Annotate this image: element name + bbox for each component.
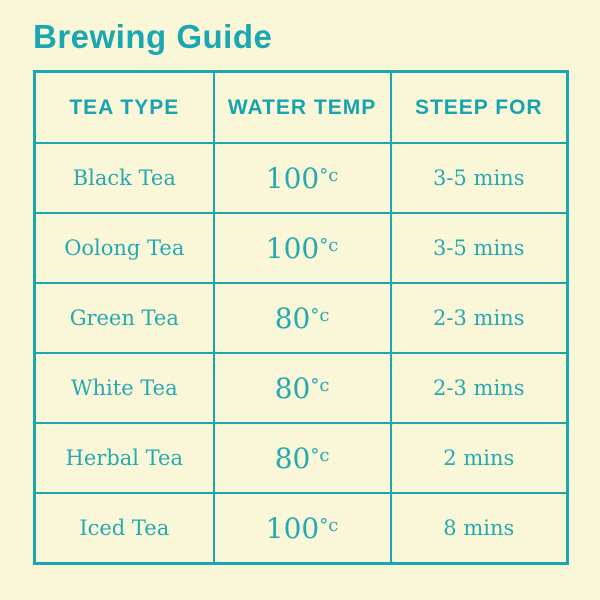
brewing-guide-table	[33, 70, 569, 565]
temp-unit: °c	[310, 374, 330, 396]
water-temp-cell	[214, 493, 391, 564]
water-temp-cell	[214, 283, 391, 353]
header-steep-for: STEEP FOR	[391, 72, 568, 144]
temp-unit: °c	[319, 514, 339, 536]
temp-value: 80	[274, 301, 311, 335]
tea-name-cell: Oolong Tea	[35, 213, 214, 283]
tea-name-cell: Black Tea	[35, 143, 214, 213]
tea-name-cell: Iced Tea	[35, 493, 214, 564]
water-temp-cell	[214, 143, 391, 213]
header-row	[35, 72, 568, 144]
tea-name-cell: White Tea	[35, 353, 214, 423]
temp-value: 100	[265, 161, 320, 195]
temp-value: 100	[265, 511, 320, 545]
table-row	[35, 353, 568, 423]
water-temp-cell	[214, 213, 391, 283]
steep-time-cell: 2-3 mins	[391, 283, 568, 353]
table-row	[35, 213, 568, 283]
temp-unit: °c	[310, 304, 330, 326]
steep-time-cell: 3-5 mins	[391, 143, 568, 213]
water-temp-cell	[214, 423, 391, 493]
temp-value: 80	[274, 441, 311, 475]
temp-value: 100	[265, 231, 320, 265]
tea-name-cell: Green Tea	[35, 283, 214, 353]
steep-time-cell: 2 mins	[391, 423, 568, 493]
table-row	[35, 493, 568, 564]
temp-unit: °c	[319, 164, 339, 186]
table-row	[35, 423, 568, 493]
table-row	[35, 143, 568, 213]
steep-time-cell: 2-3 mins	[391, 353, 568, 423]
header-water-temp: WATER TEMP	[214, 72, 391, 144]
steep-time-cell: 3-5 mins	[391, 213, 568, 283]
temp-unit: °c	[319, 234, 339, 256]
tea-name-cell: Herbal Tea	[35, 423, 214, 493]
temp-value: 80	[274, 371, 311, 405]
page-title: Brewing Guide	[33, 18, 273, 55]
temp-unit: °c	[310, 444, 330, 466]
header-tea-type: TEA TYPE	[35, 72, 214, 144]
water-temp-cell	[214, 353, 391, 423]
table-row	[35, 283, 568, 353]
steep-time-cell: 8 mins	[391, 493, 568, 564]
